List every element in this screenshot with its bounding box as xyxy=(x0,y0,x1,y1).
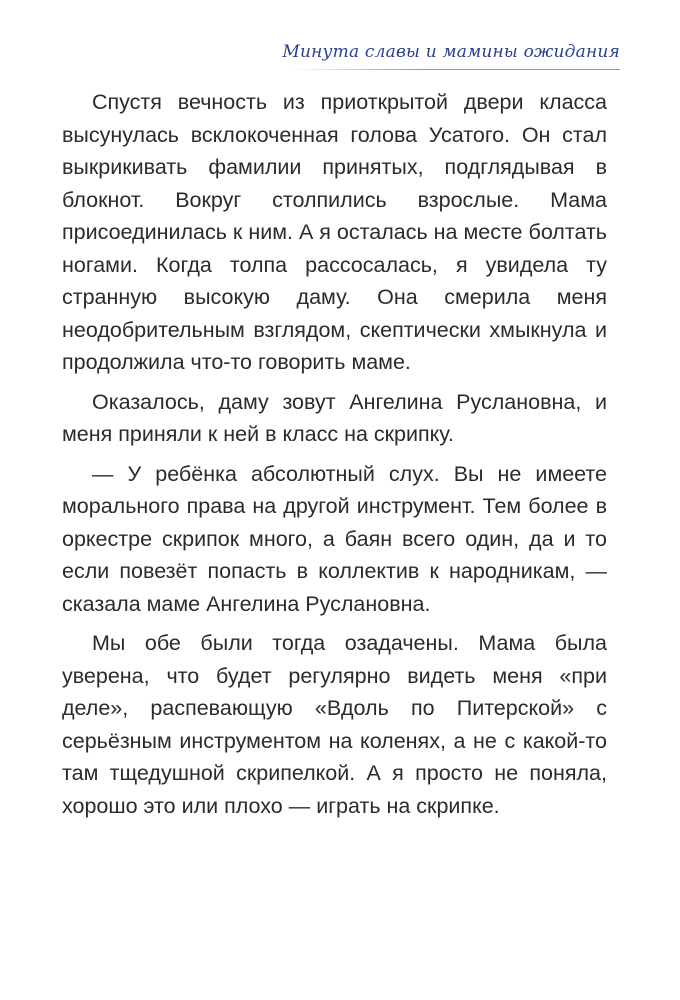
body-text xyxy=(62,86,607,829)
running-head-title: Минута славы и мамины ожидания xyxy=(282,42,620,62)
paragraph: Спустя вечность из приоткрытой двери класса высунулась всклокоченная голова Усатого. Он стал выкрикивать фамилии принятых, подглядывая в блокнот. Вокруг столпились взрослые. Мама присоединилась к ним. А я осталась на месте болтать ногами. Когда толпа рассосалась, я увидела ту странную высокую даму. Она смерила меня неодобрительным взглядом, скептически хмыкнула и продолжила что-то говорить маме. xyxy=(62,90,607,374)
running-head xyxy=(282,42,620,72)
running-head-rule xyxy=(290,69,620,70)
paragraph: Оказалось, даму зовут Ангелина Руслановна, и меня приняли к ней в класс на скрипку. xyxy=(62,389,607,446)
paragraph: — У ребёнка абсолютный слух. Вы не имеете морального права на другой инструмент. Тем более в оркестре скрипок много, а баян всего один, да и то если повезёт попасть в коллектив к народникам, — сказала маме Ангелина Руслановна. xyxy=(62,461,607,616)
paragraph: Мы обе были тогда озадачены. Мама была уверена, что будет регулярно видеть меня «при деле», распевающую «Вдоль по Питерской» с серьёзным инструментом на коленях, а не с какой-то там тщедушной скрипелкой. А я просто не поняла, хорошо это или плохо — играть на скрипке. xyxy=(62,631,607,818)
